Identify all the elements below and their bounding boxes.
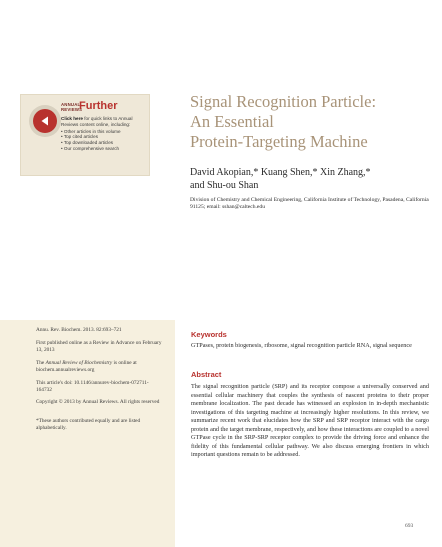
authors [190, 167, 430, 192]
title-line-1: Signal Recognition Particle: [190, 92, 377, 111]
further-item-other-articles[interactable]: • Other articles in this volume [61, 129, 147, 135]
play-arrow-left-icon[interactable] [29, 105, 61, 137]
keywords-heading: Keywords [191, 330, 227, 339]
further-item-search[interactable]: • Our comprehensive search [61, 146, 147, 152]
further-intro: for quick links to Annual Reviews content online, including: [61, 116, 133, 127]
title-line-3: Protein-Targeting Machine [190, 132, 368, 151]
article-info-panel [0, 320, 175, 547]
journal-name: Annual Review of Biochemistry [45, 360, 113, 366]
published-online: First published online as a Review in Advance on February 13, 2013 [36, 340, 162, 353]
page-number: 693 [405, 523, 414, 529]
further-item-top-cited[interactable]: • Top cited articles [61, 134, 147, 140]
authors-line-2: and Shu-ou Shan [190, 179, 259, 191]
doi: This article's doi: 10.1146/annurev-biochem-072711-164732 [36, 380, 149, 393]
abstract-heading: Abstract [191, 370, 222, 379]
affiliation: Division of Chemistry and Chemical Engineering, California Institute of Technology, Pasadena, California 91125; email: sshan@caltech.edu [190, 197, 429, 211]
further-list [61, 129, 147, 152]
citation: Annu. Rev. Biochem. 2013. 82:693–721 [36, 327, 122, 333]
footnote: *These authors contributed equally and are listed alphabetically. [36, 418, 141, 431]
further-title: Further [79, 100, 118, 112]
abstract-text: The signal recognition particle (SRP) and its receptor compose a universally conserved and essential cellular machinery that couples the synthesis of nascent proteins to their proper membrane localization. The past decade has witnessed an explosion in in-depth mechanistic investigations of this targeting machine at increasingly higher resolutions. In this review, we summarize recent work that elucidates how the SRP and SRP receptor interact with the cargo protein and the target membrane, respectively, and how these interactions are coupled to a novel GTPase cycle in the SRP-SRP receptor complex to provide the driving force and enhance the fidelity of this fundamental cellular pathway. We also discuss emerging frontiers in which important questions remain to be addressed. [191, 383, 429, 458]
annual-reviews-logo-text: ANNUAL REVIEWS [61, 102, 83, 112]
authors-line-1: David Akopian,* Kuang Shen,* Xin Zhang,* [190, 167, 371, 178]
further-links-box[interactable] [20, 94, 150, 176]
title-line-2: An Essential [190, 112, 274, 131]
article-title [190, 92, 430, 152]
further-item-top-downloaded[interactable]: • Top downloaded articles [61, 140, 147, 146]
further-body [61, 116, 147, 152]
keywords-text: GTPases, protein biogenesis, ribosome, signal recognition particle RNA, signal sequence [191, 342, 412, 349]
journal-online: The Annual Review of Biochemistry is online at biochem.annualreviews.org [36, 360, 137, 373]
click-here-link[interactable]: Click here [61, 116, 83, 121]
copyright: Copyright © 2013 by Annual Reviews. All rights reserved [36, 399, 160, 405]
